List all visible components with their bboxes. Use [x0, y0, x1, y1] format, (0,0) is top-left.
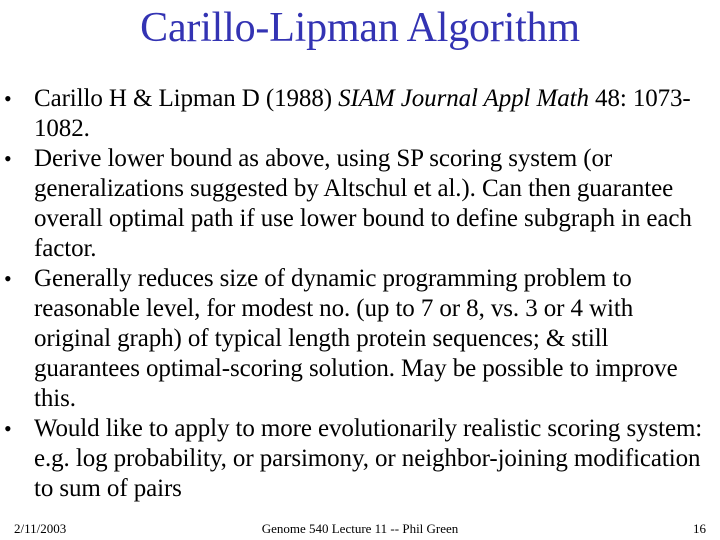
- footer-page-number: 16: [693, 521, 706, 536]
- bullet-item-realistic-scoring: [0, 414, 720, 504]
- bullet-marker: •: [4, 416, 12, 441]
- bullet-marker: •: [4, 266, 12, 291]
- bullet-item-reduces-size: [0, 264, 720, 414]
- bullet-item-citation: [0, 84, 720, 144]
- citation-authors: Carillo H & Lipman D (1988): [34, 85, 339, 112]
- footer-lecture: Genome 540 Lecture 11 -- Phil Green: [261, 521, 459, 536]
- citation-journal: SIAM Journal Appl Math: [338, 85, 589, 112]
- footer-date: 2/11/2003: [14, 521, 67, 536]
- bullet-marker: •: [4, 146, 12, 171]
- bullet-text: Would like to apply to more evolutionarily realistic scoring system: e.g. log probability, or parsimony, or neighbor-joining modification to sum of pairs: [34, 415, 703, 502]
- bullet-marker: •: [4, 86, 12, 111]
- bullet-text: Generally reduces size of dynamic programming problem to reasonable level, for modest no. (up to 7 or 8, vs. 3 or 4 with original graph) of typical length protein sequences; & still guarantees optimal-scoring solution. May be possible to improve this.: [34, 265, 678, 412]
- bullet-text: Derive lower bound as above, using SP scoring system (or generalizations suggested by Altschul et al.). Can then guarantee overall optimal path if use lower bound to define subgraph in each factor.: [34, 145, 692, 262]
- slide-title: Carillo-Lipman Algorithm: [140, 5, 580, 51]
- citation-pages: 48: 1073-1082.: [34, 85, 691, 142]
- bullet-item-lower-bound: [0, 144, 720, 264]
- bullet-list: [0, 84, 720, 504]
